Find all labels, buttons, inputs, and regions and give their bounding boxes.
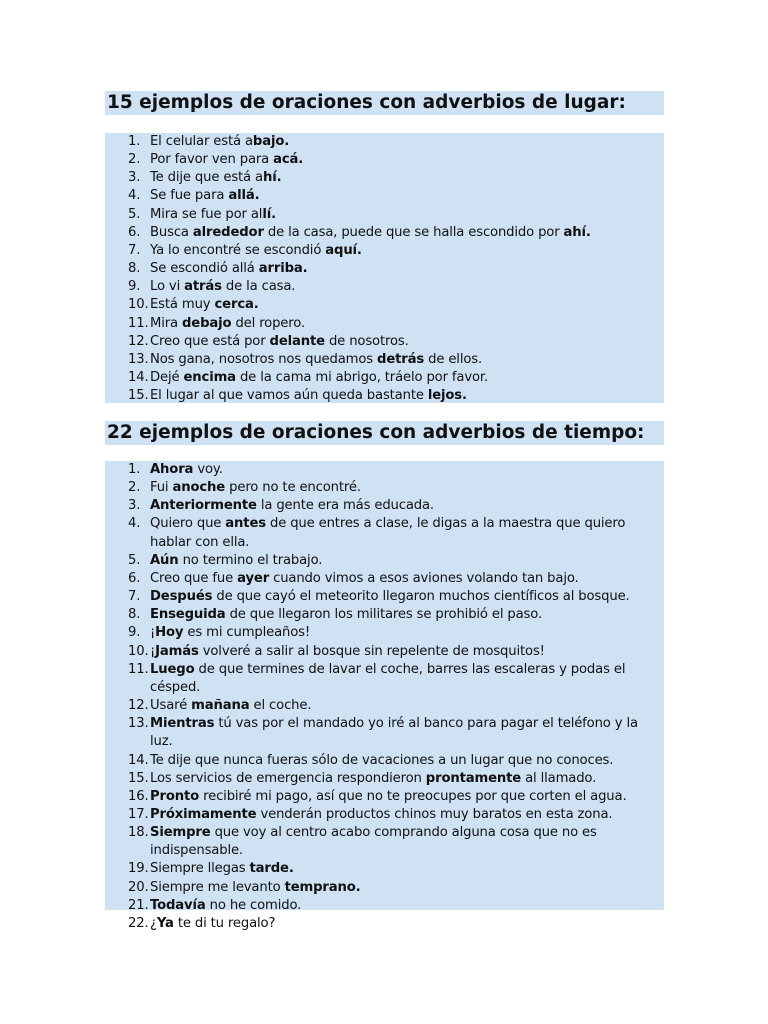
sentence-text: Se escondió allá [150,261,259,277]
item-number: 15. [128,388,149,404]
adverb-text: bajo. [252,134,290,149]
item-number: 8. [128,607,141,623]
sentence-text: del ropero. [231,315,305,331]
list-item [105,133,664,151]
item-number: 12. [128,333,149,349]
list-item [105,351,664,369]
list-item [105,206,664,224]
item-number: 2. [128,152,141,168]
adverb-text: Próximamente [150,806,257,822]
adverb-text: Luego [150,661,195,677]
sentence-text: de nosotros. [324,333,409,349]
sentence-text: el coche. [249,698,312,714]
item-number: 19. [128,861,149,877]
item-number: 10. [128,297,149,313]
adverb-text: alrededor [192,224,264,240]
adverb-text: Ahora [150,462,194,477]
sentence-text: Mira se fue por al [150,206,263,222]
item-number: 9. [128,625,141,641]
list-item [105,715,664,751]
sentence-text: Te dije que nunca fueras sólo de vacaciones a un lugar que no conoces. [150,752,614,768]
sentence-text: de que entres a clase, le digas a la maestra que quiero hablar con ella. [150,516,626,550]
list-item [105,224,664,242]
sentence-text: Busca [150,224,193,240]
adverb-text: hí. [262,170,282,186]
sentence-text: de ellos. [424,351,483,367]
sentence-text: Usaré [150,698,192,714]
list-item [105,552,664,570]
sentence-text: de la casa. [221,279,296,295]
sentence-text: tú vas por el mandado yo iré al banco para pagar el teléfono y la luz. [150,716,638,750]
item-number: 2. [128,480,141,496]
list-item [105,369,664,387]
list-item [105,570,664,588]
sentence-text: de que cayó el meteorito llegaron muchos científicos al bosque. [212,589,630,605]
section-title-lugar: 15 ejemplos de oraciones con adverbios de lugar: [105,91,664,115]
list-item [105,624,664,642]
sentence-text: es mi cumpleaños! [183,625,311,641]
adverb-text: debajo [182,315,232,331]
item-number: 1. [128,134,141,149]
sentence-text: Te dije que está a [150,170,263,186]
adverb-text: aquí. [325,242,362,258]
adverb-text: Anteriormente [150,498,257,514]
item-number: 7. [128,242,141,258]
sentence-text: no he comido. [205,897,302,913]
list-item [105,915,664,933]
adverb-text: Hoy [155,625,184,641]
sentence-text: Mira [150,315,182,331]
item-number: 10. [128,643,149,659]
adverb-text: prontamente [425,770,522,786]
list-item [105,497,664,515]
item-number: 20. [128,879,149,895]
sentence-text: ¡ [150,643,156,659]
list-item [105,588,664,606]
ordered-list [105,133,664,405]
adverb-text: Siempre [150,825,211,841]
sentence-text: pero no te encontré. [225,480,361,496]
sentence-text: cuando vimos a esos aviones volando tan bajo. [269,570,579,586]
list-item [105,479,664,497]
item-number: 14. [128,752,149,768]
adverb-text: Después [150,589,213,605]
adverb-text: delante [269,333,325,349]
list-item [105,242,664,260]
sentence-text: ¿ [150,915,157,931]
sentence-text: Siempre me levanto [150,879,285,895]
item-number: 17. [128,806,149,822]
sentence-text: Ya lo encontré se escondió [150,242,326,258]
list-item [105,770,664,788]
item-number: 3. [128,498,141,514]
sentence-text: Por favor ven para [150,152,274,168]
adverb-text: cerca. [214,297,259,313]
adverb-text: temprano. [284,879,361,895]
list-item [105,515,664,551]
sentence-text: Nos gana, nosotros nos quedamos [150,351,378,367]
adverb-text: ahí. [563,224,591,240]
item-number: 18. [128,825,149,841]
sentence-text: Lo vi [150,279,185,295]
adverb-text: antes [225,516,266,532]
sentence-text: Creo que está por [150,333,270,349]
sentence-text: no termino el trabajo. [178,552,323,568]
sentence-text: El celular está a [150,134,253,149]
list-item [105,461,664,479]
list-item [105,806,664,824]
list-item [105,296,664,314]
list-item [105,897,664,915]
ordered-list [105,461,664,933]
sentence-text: Los servicios de emergencia respondieron [150,770,426,786]
sentence-text: Fui [150,480,173,496]
sentence-text: Se fue para [150,188,229,204]
list-adverbios-tiempo [105,461,664,931]
adverb-text: lí. [262,206,276,222]
adverb-text: Todavía [150,897,206,913]
item-number: 14. [128,370,149,386]
item-number: 4. [128,188,141,204]
item-number: 5. [128,552,141,568]
adverb-text: lejos. [427,388,467,404]
list-item [105,387,664,405]
adverb-text: tarde. [249,861,294,877]
list-item [105,169,664,187]
item-number: 4. [128,516,141,532]
list-adverbios-lugar [105,133,664,403]
sentence-text: Está muy [150,297,215,313]
item-number: 9. [128,279,141,295]
sentence-text: El lugar al que vamos aún queda bastante [150,388,428,404]
list-item [105,187,664,205]
adverb-text: Aún [150,552,179,568]
sentence-text: Creo que fue [150,570,238,586]
list-item [105,697,664,715]
adverb-text: Ya [156,915,174,931]
section-title-tiempo: 22 ejemplos de oraciones con adverbios de tiempo: [105,421,664,445]
sentence-text: de la cama mi abrigo, tráelo por favor. [235,370,489,386]
item-number: 6. [128,570,141,586]
sentence-text: al llamado. [521,770,597,786]
item-number: 11. [128,661,149,677]
item-number: 12. [128,698,149,714]
adverb-text: encima [183,370,236,386]
adverb-text: mañana [191,698,250,714]
item-number: 15. [128,770,149,786]
adverb-text: detrás [377,351,425,367]
adverb-text: atrás [184,279,222,295]
list-item [105,788,664,806]
item-number: 8. [128,261,141,277]
adverb-text: Enseguida [150,607,226,623]
item-number: 21. [128,897,149,913]
adverb-text: ayer [237,570,270,586]
sentence-text: voy. [193,462,223,477]
item-number: 1. [128,462,141,477]
sentence-text: Siempre llegas [150,861,250,877]
item-number: 16. [128,788,149,804]
adverb-text: Jamás [155,643,199,659]
sentence-text: que voy al centro acabo comprando alguna cosa que no es indispensable. [150,825,597,859]
item-number: 6. [128,224,141,240]
item-number: 3. [128,170,141,186]
list-item [105,860,664,878]
sentence-text: venderán productos chinos muy baratos en esta zona. [256,806,613,822]
list-item [105,278,664,296]
sentence-text: volveré a salir al bosque sin repelente de mosquitos! [198,643,545,659]
list-item [105,661,664,697]
sentence-text: Quiero que [150,516,226,532]
list-item [105,752,664,770]
sentence-text: recibiré mi pago, así que no te preocupes por que corten el agua. [199,788,627,804]
adverb-text: Mientras [150,716,215,732]
adverb-text: acá. [273,152,304,168]
item-number: 11. [128,315,149,331]
list-item [105,606,664,624]
adverb-text: anoche [172,480,226,496]
adverb-text: Pronto [150,788,200,804]
item-number: 22. [128,915,149,931]
sentence-text: te di tu regalo? [173,915,276,931]
item-number: 13. [128,716,149,732]
sentence-text: la gente era más educada. [256,498,434,514]
list-item [105,879,664,897]
item-number: 7. [128,589,141,605]
sentence-text: ¡ [150,625,156,641]
adverb-text: allá. [228,188,260,204]
list-item [105,643,664,661]
list-item [105,333,664,351]
list-item [105,315,664,333]
sentence-text: de la casa, puede que se halla escondido por [263,224,564,240]
item-number: 13. [128,351,149,367]
sentence-text: de que termines de lavar el coche, barres las escaleras y podas el césped. [150,661,626,695]
sentence-text: de que llegaron los militares se prohibió el paso. [225,607,543,623]
list-item [105,824,664,860]
list-item [105,260,664,278]
item-number: 5. [128,206,141,222]
adverb-text: arriba. [258,261,308,277]
sentence-text: Dejé [150,370,184,386]
list-item [105,151,664,169]
